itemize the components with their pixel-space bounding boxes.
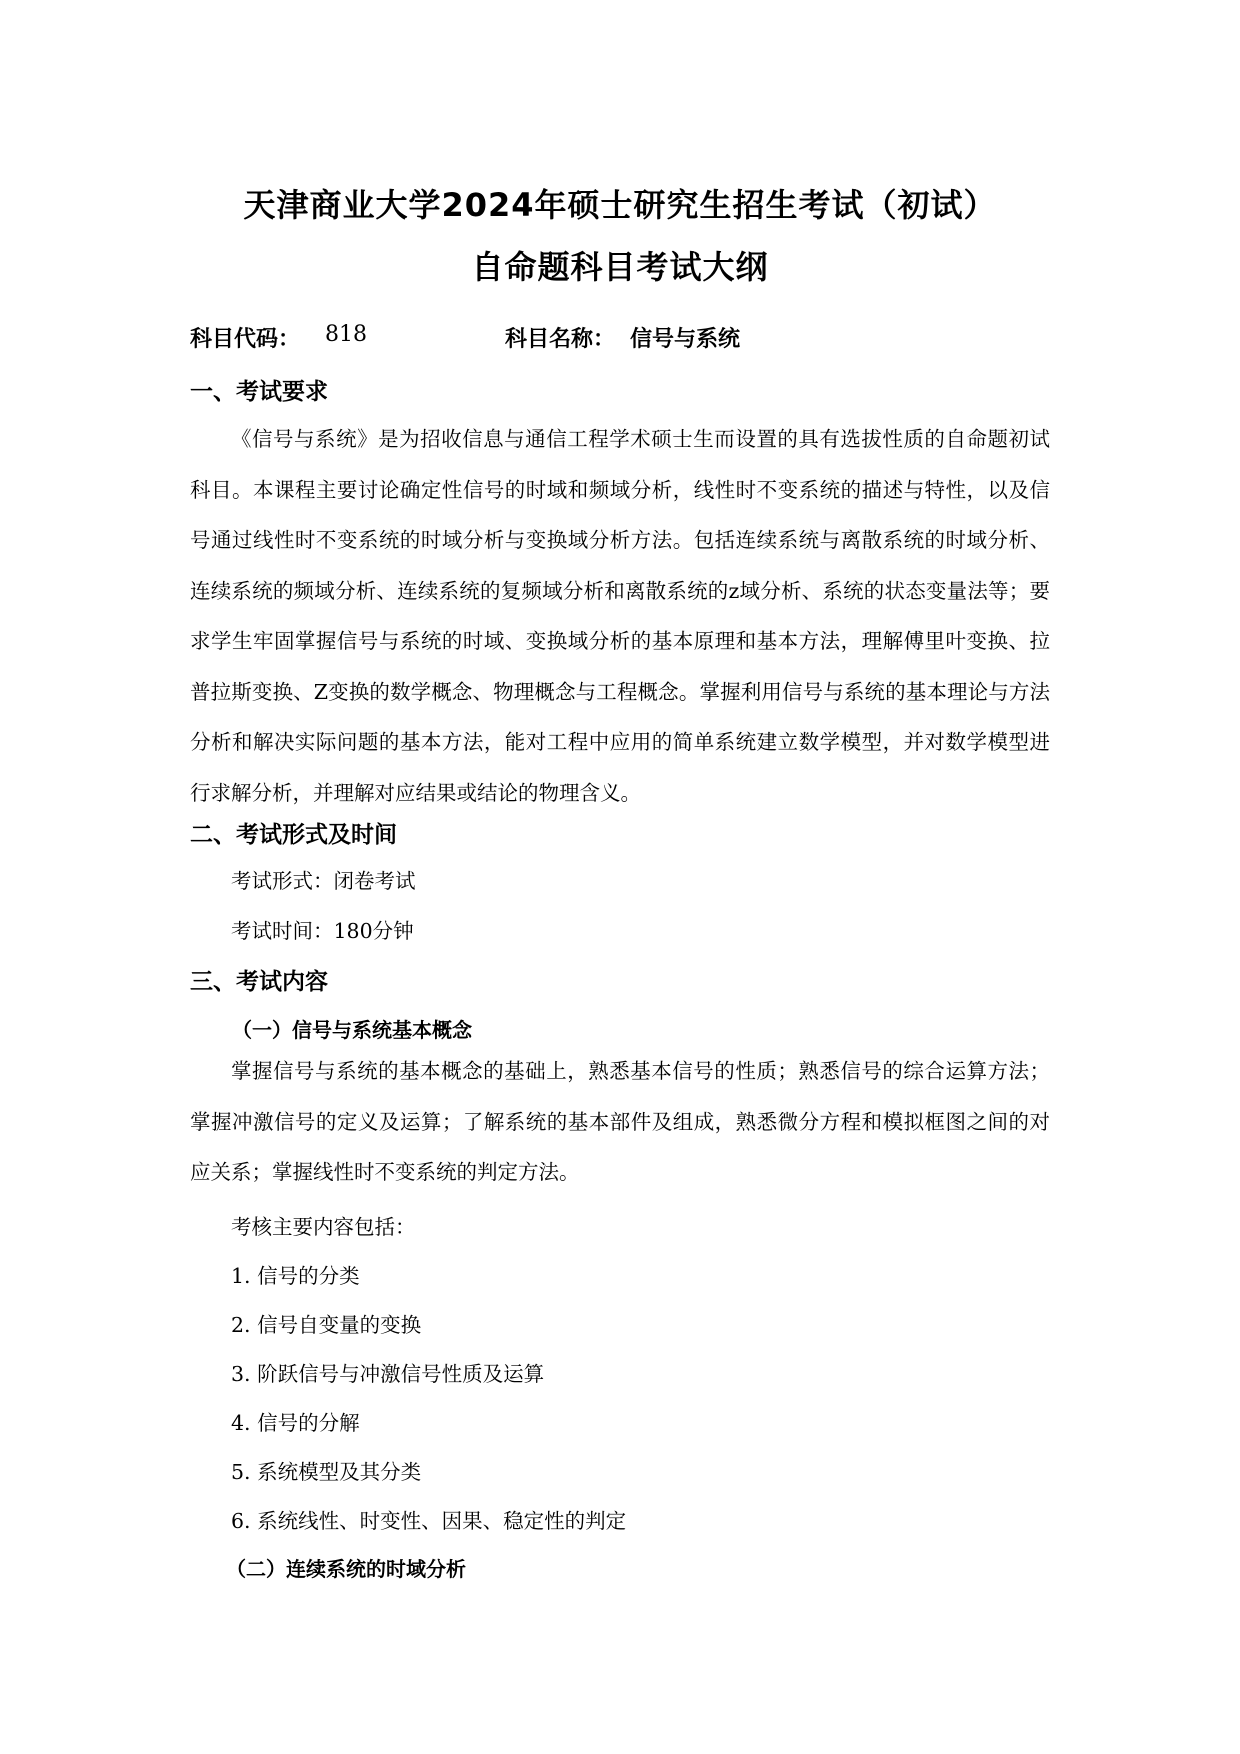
assessment-intro: 考核主要内容包括：	[231, 1215, 416, 1239]
exam-format: 考试形式：闭卷考试	[231, 869, 416, 893]
requirements-paragraph: 《信号与系统》是为招收信息与通信工程学术硕士生而设置的具有选拔性质的自命题初试科目。本课程主要讨论确定性信号的时域和频域分析，线性时不变系统的描述与特性，以及信号通过线性时不变系统的时域分析与变换域分析方法。包括连续系统与离散系统的时域分析、连续系统的频域分析、连续系统的复频域分析和离散系统的z域分析、系统的状态变量法等；要求学生牢固掌握信号与系统的时域、变换域分析的基本原理和基本方法，理解傅里叶变换、拉普拉斯变换、Z变换的数学概念、物理概念与工程概念。掌握利用信号与系统的基本理论与方法分析和解决实际问题的基本方法，能对工程中应用的简单系统建立数学模型，并对数学模型进行求解分析，并理解对应结果或结论的物理含义。	[190, 427, 1050, 805]
list-item: 1. 信号的分类	[231, 1264, 360, 1288]
subject-code: 818	[325, 322, 367, 347]
document-title-line1: 天津商业大学2024年硕士研究生招生考试（初试）	[243, 186, 997, 224]
list-item: 5. 系统模型及其分类	[231, 1460, 422, 1484]
list-item: 4. 信号的分解	[231, 1411, 360, 1435]
subsection-heading-basics: （一）信号与系统基本概念	[232, 1018, 472, 1042]
section-heading-format: 二、考试形式及时间	[190, 822, 397, 848]
list-item: 6. 系统线性、时变性、因果、稳定性的判定	[231, 1509, 627, 1533]
list-item: 3. 阶跃信号与冲激信号性质及运算	[231, 1362, 545, 1386]
document-title-line2: 自命题科目考试大纲	[471, 248, 769, 286]
section-heading-content: 三、考试内容	[190, 969, 328, 995]
list-item: 2. 信号自变量的变换	[231, 1313, 422, 1337]
subject-code-label: 科目代码：	[190, 327, 301, 352]
basics-paragraph: 掌握信号与系统的基本概念的基础上，熟悉基本信号的性质；熟悉信号的综合运算方法；掌握冲激信号的定义及运算；了解系统的基本部件及组成，熟悉微分方程和模拟框图之间的对应关系；掌握线性时不变系统的判定方法。	[190, 1059, 1050, 1184]
section-heading-requirements: 一、考试要求	[190, 379, 328, 405]
subject-name-label: 科目名称：	[505, 327, 616, 352]
subsection-heading-time-domain: （二）连续系统的时域分析	[226, 1557, 466, 1581]
exam-time: 考试时间：180分钟	[231, 919, 414, 943]
subject-name: 信号与系统	[630, 327, 741, 352]
